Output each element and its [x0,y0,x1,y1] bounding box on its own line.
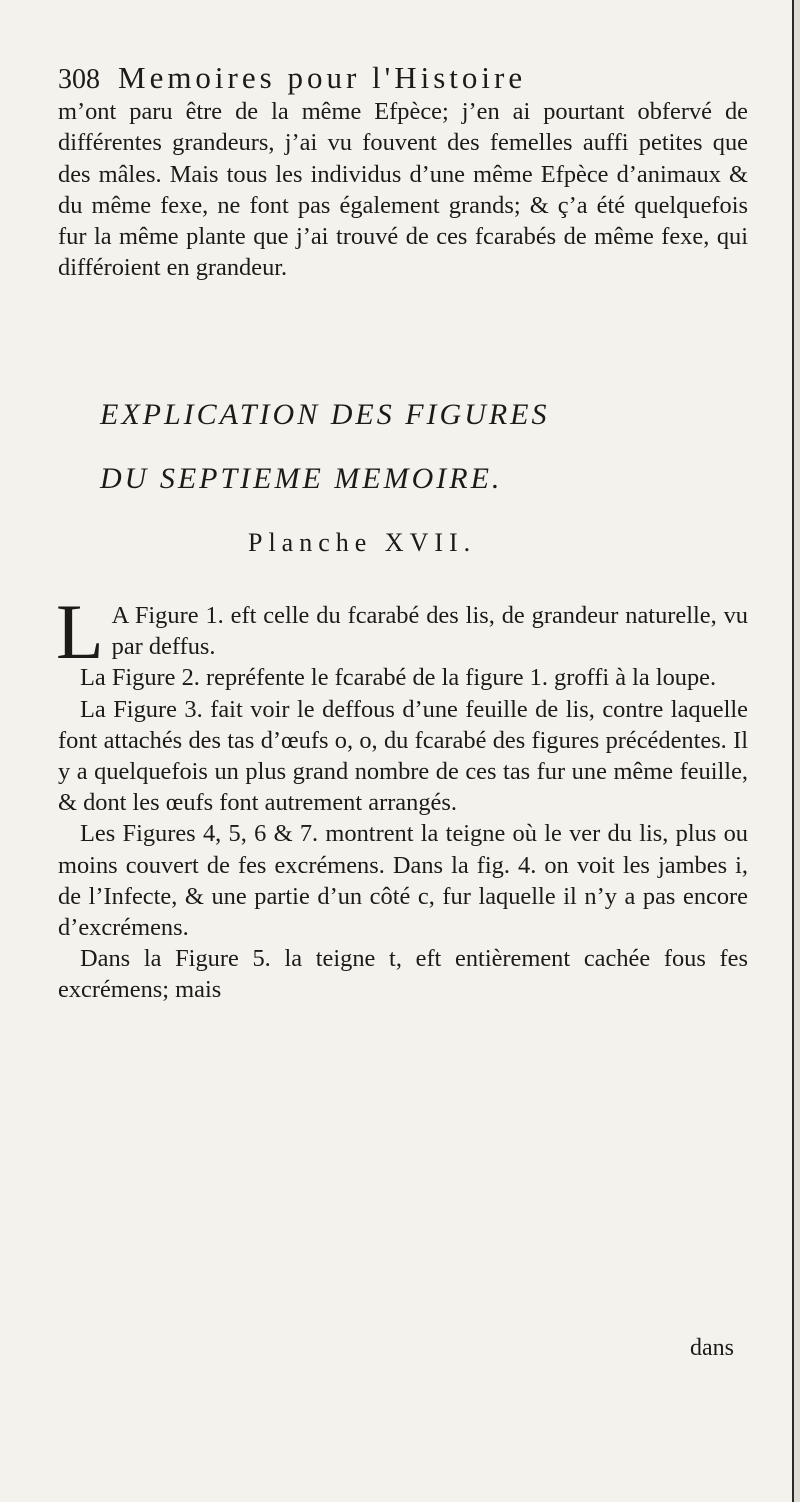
page-number: 308 [58,64,100,95]
figure-4-paragraph: Les Figures 4, 5, 6 & 7. montrent la teigne où le ver du lis, plus ou moins couvert de fes excrémens. Dans la fig. 4. on voit les jambes i, de l’Infecte, & une partie d’un côté c, fur laquelle il n’y a pas encore d’excrémens. [58,820,748,942]
intro-text [58,96,748,284]
figure-5-paragraph: Dans la Figure 5. la teigne t, eft entièrement cachée fous fes excrémens; mais [58,945,748,1004]
page-edge-shadow [794,0,800,1502]
explanation-heading: EXPLICATION DES FIGURES [100,398,550,431]
plate-heading: Planche XVII. [248,528,477,557]
figure-2-paragraph: La Figure 2. repréfente le fcarabé de la figure 1. groffi à la loupe. [80,664,717,692]
running-head [58,60,748,100]
running-title: Memoires pour l'Histoire [118,60,527,95]
figure-3-paragraph: La Figure 3. fait voir le deffous d’une feuille de lis, contre laquelle font attachés des tas d’œufs o, o, du fcarabé des figures précédentes. Il y a quelquefois un plus grand nombre de ces tas fur une même feuille, & dont les œufs font autrement arrangés. [58,695,748,817]
page-edge-line [792,0,794,1502]
catchword: dans [690,1335,734,1361]
figure-explanations [56,588,748,1006]
drop-cap: L [56,588,104,675]
intro-paragraph: m’ont paru être de la même Efpèce; j’en ai pourtant obfervé de différentes grandeurs, j’ai vu fouvent des femelles auffi petites que des mâles. Mais tous les individus d’une même Efpèce d’animaux & du même fexe, ne font pas également grands; & ç’a été quelquefois fur la même plante que j’ai trouvé de ces fcarabés de même fexe, qui différoient en grandeur. [58,98,748,282]
memoir-heading: DU SEPTIEME MEMOIRE. [100,462,503,495]
figure-1-paragraph [56,588,748,675]
figure-1-text: A Figure 1. eft celle du fcarabé des lis, de grandeur naturelle, vu par deffus. [111,602,748,661]
